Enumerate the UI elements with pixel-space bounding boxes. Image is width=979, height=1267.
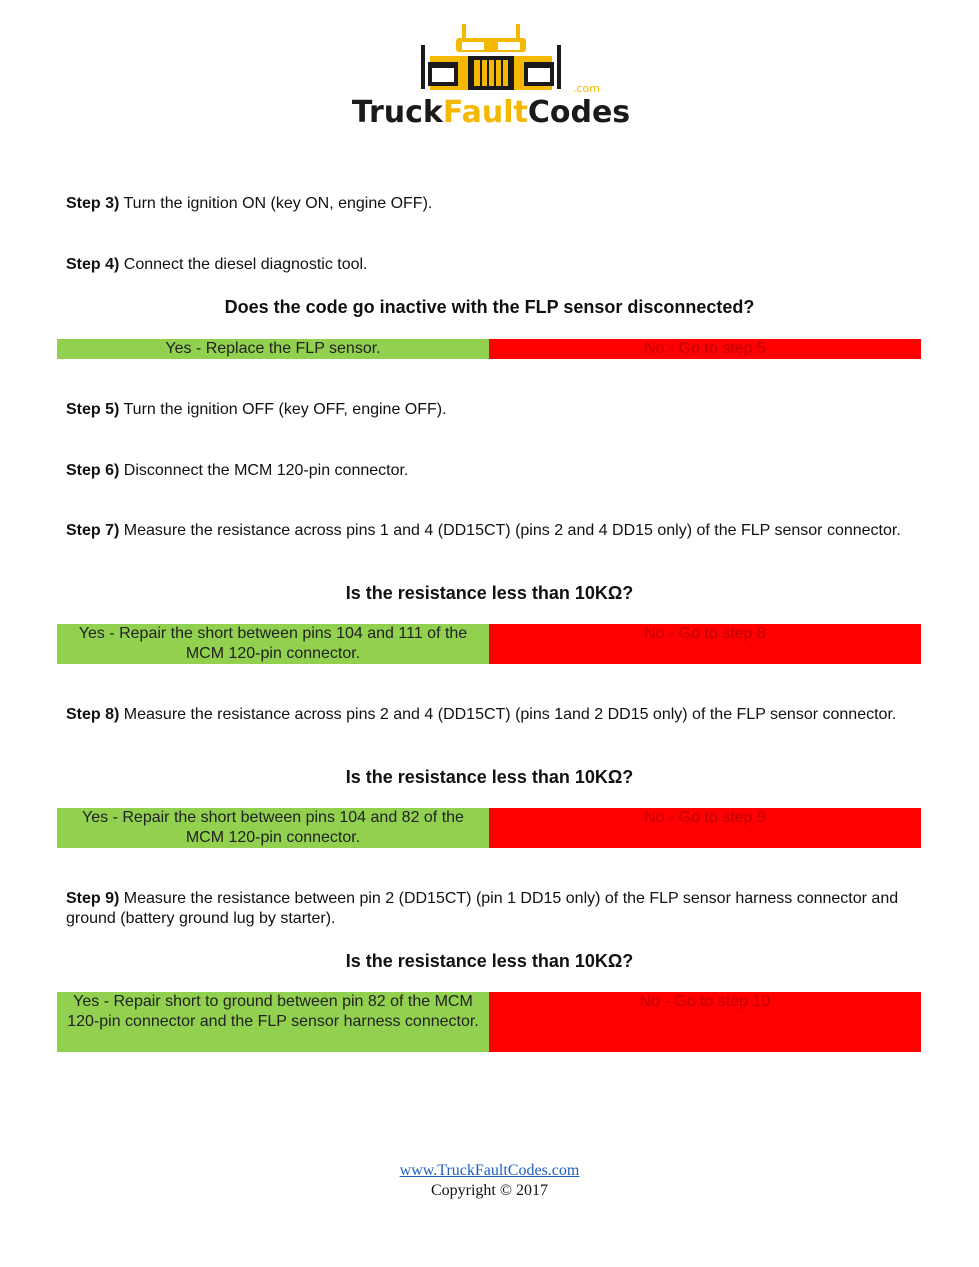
no-answer: No - Go to step 8 [489, 624, 921, 664]
question-4: Is the resistance less than 10KΩ? [345, 951, 634, 971]
step-label: Step 5) [66, 401, 120, 418]
step-label: Step 9) [66, 890, 120, 907]
step-7 [66, 521, 916, 541]
answer-row-1 [57, 339, 921, 359]
step-label: Step 7) [66, 522, 120, 539]
answer-row-3 [57, 808, 921, 848]
truckfaultcodes-logo [351, 20, 631, 130]
truck-logo-icon [351, 20, 631, 130]
yes-answer: Yes - Repair the short between pins 104 and 82 of the MCM 120-pin connector. [57, 808, 489, 848]
step-text: Connect the diesel diagnostic tool. [119, 256, 368, 273]
step-label: Step 3) [66, 195, 120, 212]
yes-answer: Yes - Replace the FLP sensor. [57, 339, 489, 359]
step-label: Step 4) [66, 256, 120, 273]
no-answer: No - Go to step 9 [489, 808, 921, 848]
step-text: Turn the ignition ON (key ON, engine OFF). [119, 195, 433, 212]
no-answer: No - Go to step 5 [489, 339, 921, 359]
website-link[interactable]: www.TruckFaultCodes.com [399, 1162, 580, 1179]
footer [0, 1161, 979, 1201]
question-2: Is the resistance less than 10KΩ? [345, 583, 634, 603]
step-text: Measure the resistance across pins 1 and 4 (DD15CT) (pins 2 and 4 DD15 only) of the FLP sensor connector. [119, 522, 901, 539]
step-text: Turn the ignition OFF (key OFF, engine OFF). [119, 401, 447, 418]
step-5 [66, 400, 916, 420]
step-9 [66, 889, 916, 929]
yes-answer: Yes - Repair the short between pins 104 and 111 of the MCM 120-pin connector. [57, 624, 489, 664]
no-answer: No - Go to step 10 [489, 992, 921, 1052]
question-1: Does the code go inactive with the FLP sensor disconnected? [224, 297, 755, 317]
answer-row-2 [57, 624, 921, 664]
step-label: Step 8) [66, 706, 120, 723]
step-text: Disconnect the MCM 120-pin connector. [119, 462, 409, 479]
yes-answer: Yes - Repair short to ground between pin 82 of the MCM 120-pin connector and the FLP sensor harness connector. [57, 992, 489, 1052]
step-8 [66, 705, 916, 725]
step-4 [66, 255, 916, 275]
answer-row-4 [57, 992, 921, 1052]
step-label: Step 6) [66, 462, 120, 479]
copyright-text: Copyright © 2017 [430, 1182, 549, 1199]
step-text: Measure the resistance across pins 2 and 4 (DD15CT) (pins 1and 2 DD15 only) of the FLP sensor connector. [119, 706, 897, 723]
svg-text:TruckFaultCodes: TruckFaultCodes [351, 95, 631, 130]
question-3: Is the resistance less than 10KΩ? [345, 767, 634, 787]
step-6 [66, 461, 916, 481]
svg-text:.com: .com [573, 82, 600, 95]
step-3 [66, 194, 916, 214]
step-text: Measure the resistance between pin 2 (DD15CT) (pin 1 DD15 only) of the FLP sensor harness connector and ground (battery ground lug by starter). [66, 890, 899, 927]
